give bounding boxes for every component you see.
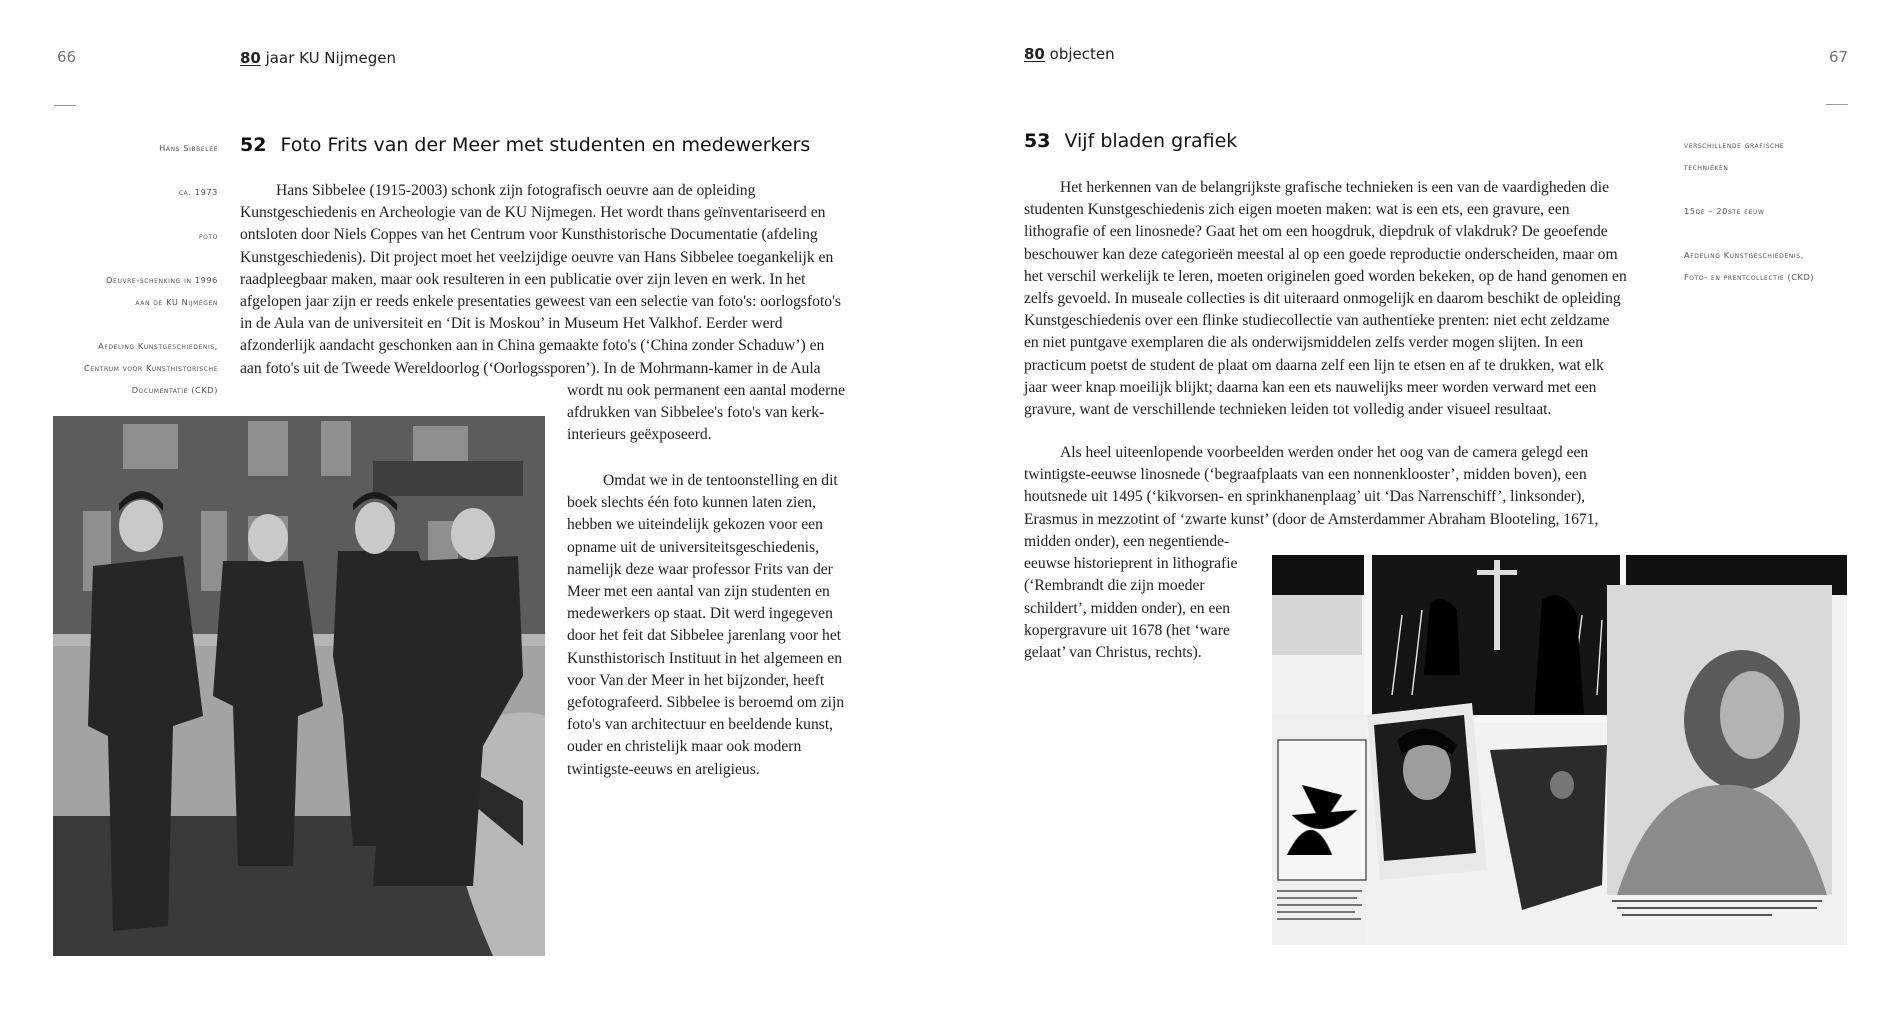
left-paragraph-2 [567, 470, 887, 781]
meta-location [1684, 244, 1884, 288]
entry-title: Foto Frits van der Meer met studenten en medewerkers [280, 134, 811, 156]
text-line: boek slechts één foto kunnen laten zien, [567, 494, 816, 512]
text-line: schildert’, midden onder), en een [1024, 599, 1231, 617]
text-line: in de Aula van de universiteit en ‘Dit is Moskou’ in Museum Het Valkhof. Eerder werd [240, 315, 783, 333]
meta-subject [1684, 134, 1884, 178]
text-line: ouder en christelijk maar ook modern [567, 738, 802, 756]
page-divider-right [1826, 104, 1848, 105]
entry-number: 52 [240, 134, 267, 156]
meta-location [28, 335, 218, 401]
text-line: lithografie of een linosnede? Gaat het om een hoogdruk, diepdruk of vlakdruk? De geoefende [1024, 223, 1608, 241]
meta-subject-line: technieken [1684, 162, 1729, 172]
text-line: afgelopen jaar zijn er reeds enkele presentaties geweest van een selectie van foto's: oorlogsfoto's [240, 293, 841, 311]
text-line: afzonderlijk aandacht geschonken aan in China gemaakte foto's (‘China zonder Schaduw’) en [240, 337, 825, 355]
meta-location-line: Centrum voor Kunsthistorische [83, 363, 218, 373]
page-number-right: 67 [1829, 48, 1849, 66]
text-line: medewerkers op staat. Dit werd ingegeven [567, 605, 833, 623]
page-number-left: 66 [57, 48, 77, 66]
meta-medium: foto [199, 231, 218, 241]
running-head-left-text: jaar KU Nijmegen [260, 49, 396, 67]
entry-heading-52 [240, 134, 810, 156]
meta-date: ca. 1973 [178, 187, 218, 197]
text-line: namelijk deze waar professor Frits van der [567, 560, 833, 578]
page-divider-left [54, 105, 76, 106]
meta-location-line: Foto- en prentcollectie (CKD) [1684, 272, 1815, 282]
text-line: voor Van der Meer in het bijzonder, heeft [567, 671, 825, 689]
running-head-right-bold: 80 [1024, 45, 1045, 63]
text-line: ontsloten door Niels Coppes van het Centrum voor Kunsthistorische Documentatie (afdeling [240, 226, 818, 244]
text-line: (‘Rembrandt die zijn moeder [1024, 577, 1205, 595]
text-line: Kunsthistorisch Instituut in het algemeen en [567, 649, 843, 667]
text-line: twintigste-eeuwse linosnede (‘begraafplaats van een nonnenklooster’, midden boven), een [1024, 466, 1587, 484]
text-line: studenten Kunstgeschiedenis zich eigen moeten maken: wat is een ets, een gravure, een [1024, 201, 1570, 219]
meta-location-line: Afdeling Kunstgeschiedenis, [98, 341, 218, 351]
text-line: Meer met een aantal van zijn studenten en [567, 583, 830, 601]
text-line: eeuwse historieprent in lithografie [1024, 555, 1238, 573]
text-line: gefotografeerd. Sibbelee is beroemd om zijn [567, 694, 845, 712]
text-line: Het herkennen van de belangrijkste grafische technieken is een van de vaardigheden die [1060, 179, 1610, 196]
text-line: jaar weer knap moeilijk blijkt; daarna kan een ets nauwelijks meer worden verward met een [1024, 378, 1597, 396]
text-line: kopergravure uit 1678 (het ‘ware [1024, 621, 1230, 639]
text-line: houtsnede uit 1495 (‘kikvorsen- en sprinkhanenplaag’ uit ‘Das Narrenschiff’, linksonder), [1024, 488, 1586, 506]
text-line: door het feit dat Sibbelee jarenlang voor het [567, 627, 842, 645]
text-line: Kunstgeschiedenis). Dit project moet het veelzijdige oeuvre van Hans Sibbelee toegankelijk en [240, 248, 834, 266]
text-line: hebben we uiteindelijk gekozen voor een [567, 516, 823, 534]
entry-meta-left [28, 137, 218, 401]
text-line: zelfs gevoeld. In museale collecties is dit uiteraard onmogelijk en daarom beschikt de opleiding [1024, 290, 1621, 308]
meta-date: 15de – 20ste eeuw [1684, 206, 1765, 216]
meta-provenance [28, 269, 218, 313]
running-head-right [1024, 45, 1115, 63]
text-line: het verschil werkelijk te leren, moeten originelen goed worden bekeken, op de hand genomen en [1024, 267, 1627, 285]
text-line: Omdat we in de tentoonstelling en dit [603, 472, 838, 489]
text-line: Hans Sibbelee (1915-2003) schonk zijn fotografisch oeuvre aan de opleiding [276, 182, 756, 199]
entry-title: Vijf bladen grafiek [1064, 130, 1238, 152]
text-line: practicum poetst de student de plaat om daarna zelf een lijn te etsen en af te drukken, wat elk [1024, 356, 1604, 374]
text-line: interieurs geëxposeerd. [567, 426, 712, 444]
running-head-left-bold: 80 [240, 49, 261, 67]
meta-location-line: Documentatie (CKD) [131, 385, 218, 395]
text-line: Erasmus in mezzotint of ‘zwarte kunst’ (door de Amsterdammer Abraham Blooteling, 1671, [1024, 510, 1599, 528]
photo-prints-collage [1272, 555, 1847, 945]
photo-five-prints [1272, 555, 1847, 945]
meta-maker: Hans Sibbelee [159, 143, 218, 153]
meta-provenance-line: aan de KU Nijmegen [135, 297, 218, 307]
text-line: twintigste-eeuws en areligieus. [567, 760, 760, 778]
left-paragraph-1 [240, 180, 880, 380]
meta-location-line: Afdeling Kunstgeschiedenis, [1684, 250, 1804, 260]
left-paragraph-1-continued [567, 380, 887, 447]
right-paragraph-2 [1024, 442, 1684, 531]
text-line: wordt nu ook permanent een aantal moderne [567, 382, 845, 399]
text-line: raadpleegbaar maken, maar ook resulteren in een publicatie over zijn leven en werk. In het [240, 270, 806, 288]
text-line: Kunstgeschiedenis en Archeologie van de KU Nijmegen. Het wordt thans geïnventariseerd en [240, 204, 826, 222]
photo-frits-van-der-meer [53, 416, 545, 956]
photo-group-portrait [53, 416, 545, 956]
running-head-right-text: objecten [1044, 45, 1115, 63]
text-line: Als heel uiteenlopende voorbeelden werden onder het oog van de camera gelegd een [1060, 444, 1589, 461]
text-line: gelaat’ van Christus, rechts). [1024, 644, 1202, 662]
entry-heading-53 [1024, 130, 1237, 152]
text-line: aan foto's uit de Tweede Wereldoorlog (‘Oorlogssporen’). In de Mohrmann-kamer in de Aula [240, 359, 821, 377]
meta-provenance-line: Oeuvre-schenking in 1996 [106, 275, 218, 285]
running-head-left [240, 49, 396, 67]
text-line: gravure, want de verschillende technieken leiden tot volledig ander visueel resultaat. [1024, 401, 1552, 419]
right-paragraph-2-continued [1024, 531, 1264, 664]
right-paragraph-1 [1024, 177, 1684, 421]
meta-subject-line: verschillende grafische [1684, 140, 1785, 150]
entry-meta-right [1684, 134, 1884, 288]
text-line: Kunstgeschiedenis over een flinke studiecollectie van authentieke prenten: niet echt zeldzame [1024, 312, 1610, 330]
text-line: beschouwer kan deze categorieën meestal al op een goede reproductie onderscheiden, maar om [1024, 245, 1618, 263]
text-line: afdrukken van Sibbelee's foto's van kerk- [567, 404, 825, 422]
text-line: midden onder), een negentiende- [1024, 533, 1230, 550]
text-line: opname uit de universiteitsgeschiedenis, [567, 538, 820, 556]
text-line: foto's van architectuur en beeldende kunst, [567, 716, 834, 734]
entry-number: 53 [1024, 130, 1051, 152]
text-line: en niet puntgave exemplaren die als onderwijsmiddelen zelfs verder mogen slijten. In een [1024, 334, 1584, 352]
